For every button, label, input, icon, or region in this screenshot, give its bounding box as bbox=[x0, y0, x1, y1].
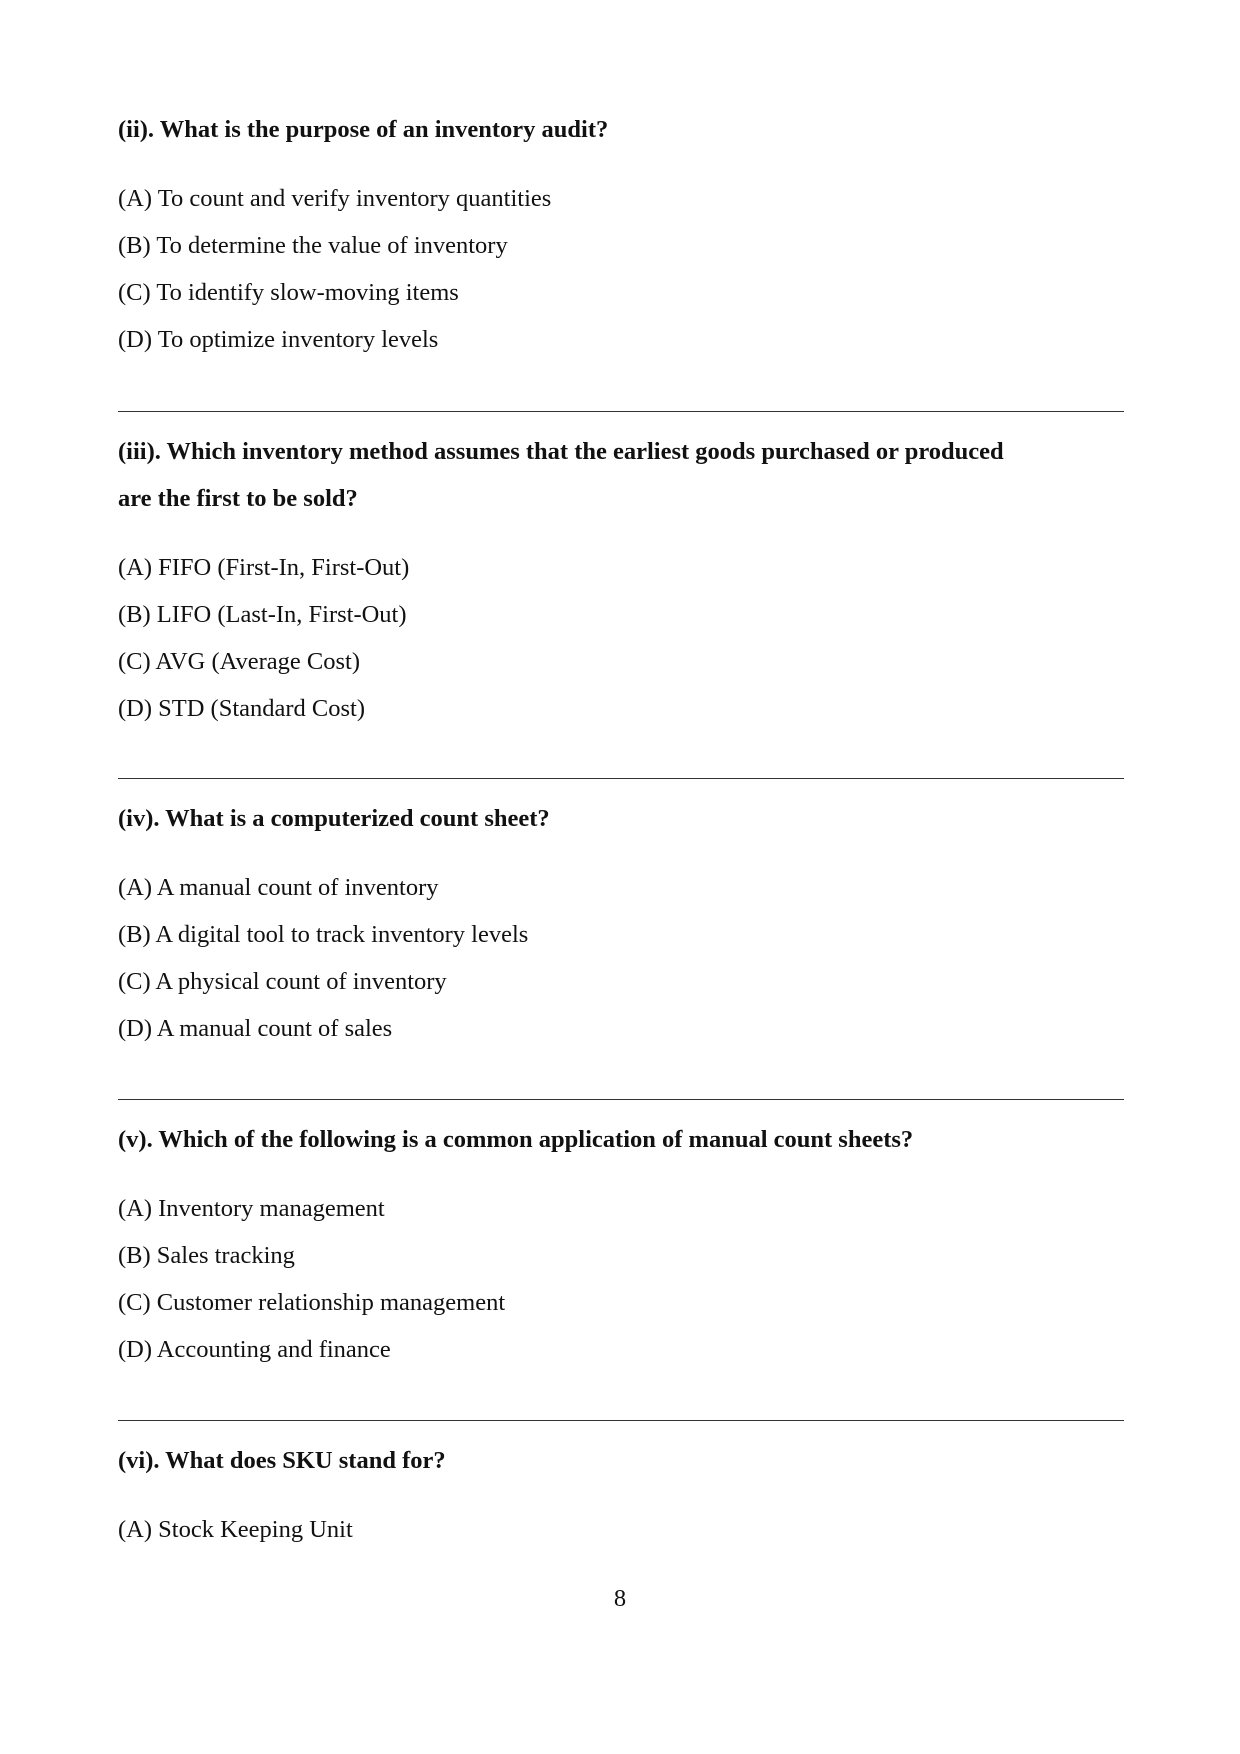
question-v-option-c: (C) Customer relationship management bbox=[118, 1289, 506, 1316]
question-v-option-a: (A) Inventory management bbox=[118, 1195, 385, 1222]
question-iii bbox=[118, 428, 1124, 732]
question-iii-option-c: (C) AVG (Average Cost) bbox=[118, 648, 361, 675]
question-ii-option-c: (C) To identify slow-moving items bbox=[118, 279, 459, 306]
question-vi bbox=[118, 1437, 1124, 1553]
question-v-option-b: (B) Sales tracking bbox=[118, 1242, 295, 1269]
question-iv-option-c: (C) A physical count of inventory bbox=[118, 968, 447, 995]
question-iii-option-a: (A) FIFO (First-In, First-Out) bbox=[118, 554, 410, 581]
question-vi-options bbox=[118, 1506, 1124, 1553]
question-ii-option-b: (B) To determine the value of inventory bbox=[118, 232, 508, 259]
question-v bbox=[118, 1116, 1124, 1373]
question-iii-options bbox=[118, 544, 1124, 732]
question-iii-option-b: (B) LIFO (Last-In, First-Out) bbox=[118, 601, 407, 628]
question-iv bbox=[118, 795, 1124, 1052]
question-iii-option-d: (D) STD (Standard Cost) bbox=[118, 695, 366, 722]
question-v-options bbox=[118, 1185, 1124, 1373]
question-vi-option-a: (A) Stock Keeping Unit bbox=[118, 1516, 353, 1543]
question-ii-options bbox=[118, 175, 1124, 363]
question-ii bbox=[118, 106, 1124, 363]
question-ii-title: (ii). What is the purpose of an inventory audit? bbox=[118, 116, 609, 143]
question-iii-title-line2: are the first to be sold? bbox=[118, 485, 358, 512]
question-ii-option-a: (A) To count and verify inventory quantities bbox=[118, 185, 552, 212]
divider bbox=[118, 1420, 1124, 1421]
question-iv-title: (iv). What is a computerized count sheet? bbox=[118, 805, 550, 832]
question-vi-title: (vi). What does SKU stand for? bbox=[118, 1447, 446, 1474]
question-iv-option-b: (B) A digital tool to track inventory levels bbox=[118, 921, 529, 948]
question-ii-option-d: (D) To optimize inventory levels bbox=[118, 326, 439, 353]
divider bbox=[118, 1099, 1124, 1100]
question-iv-options bbox=[118, 864, 1124, 1052]
page-number: 8 bbox=[613, 1585, 627, 1612]
question-v-title: (v). Which of the following is a common application of manual count sheets? bbox=[118, 1126, 914, 1153]
question-iii-title-line1: (iii). Which inventory method assumes that the earliest goods purchased or produced bbox=[118, 438, 1004, 465]
question-iv-option-d: (D) A manual count of sales bbox=[118, 1015, 393, 1042]
divider bbox=[118, 411, 1124, 412]
question-v-option-d: (D) Accounting and finance bbox=[118, 1336, 391, 1363]
question-iv-option-a: (A) A manual count of inventory bbox=[118, 874, 439, 901]
divider bbox=[118, 778, 1124, 779]
